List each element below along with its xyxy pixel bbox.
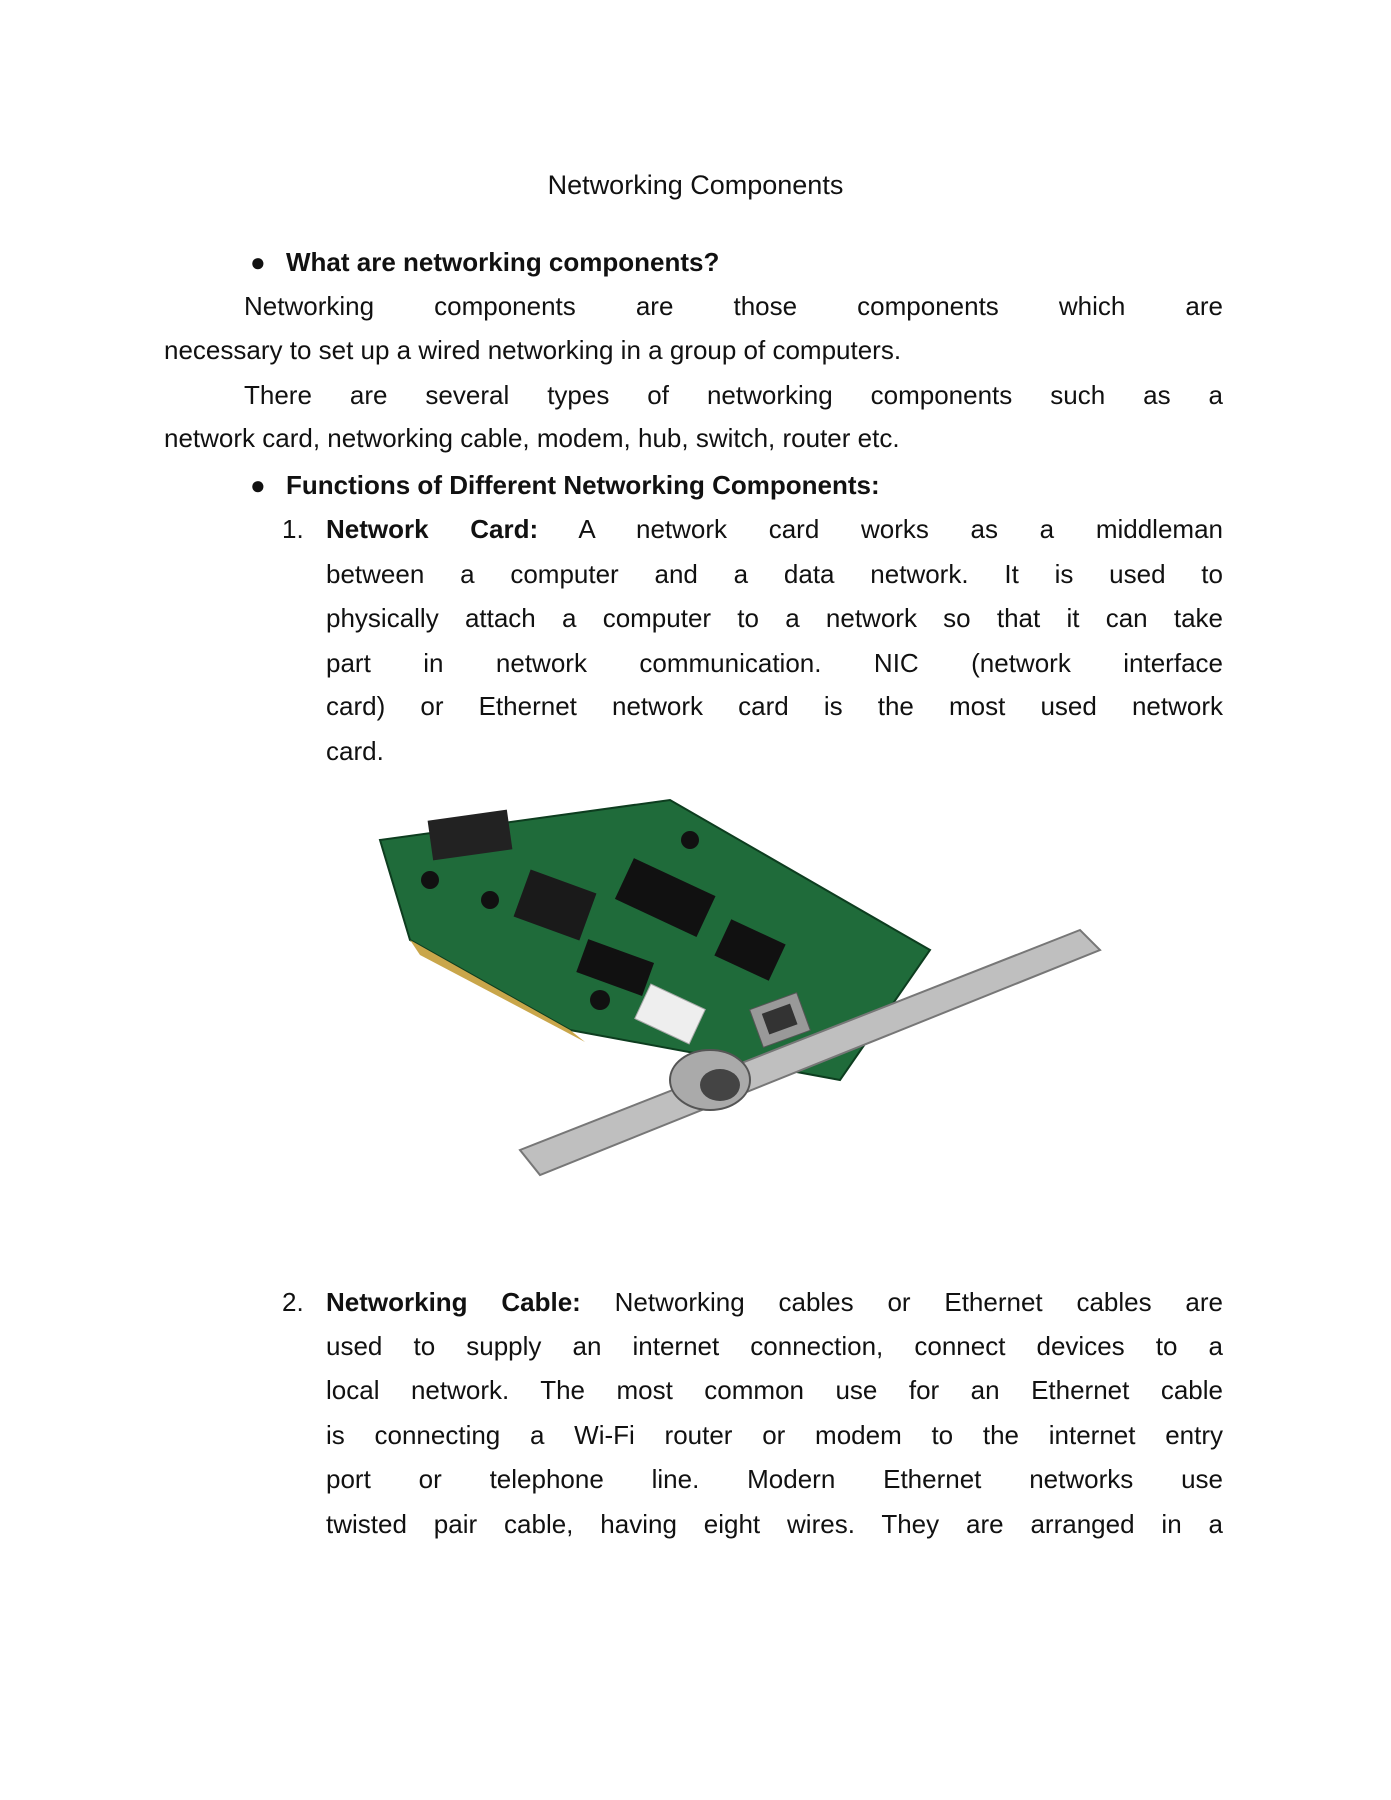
paragraph-line: necessary to set up a wired networking in a group of computers. — [164, 335, 902, 365]
list-item-line: card) or Ethernet network card is the most used network — [326, 691, 1223, 721]
list-item-line — [326, 512, 1223, 546]
paragraph-line: Networking components are those components which are — [244, 291, 1223, 321]
list-item-line: twisted pair cable, having eight wires. They are arranged in a — [326, 1509, 1223, 1539]
list-term: Networking Cable: — [326, 1287, 581, 1317]
section-heading: Functions of Different Networking Components: — [286, 470, 880, 500]
list-number: 2. — [282, 1287, 304, 1317]
section-heading: What are networking components? — [286, 247, 720, 277]
page-title: Networking Components — [547, 170, 844, 200]
list-number: 1. — [282, 514, 304, 544]
network-card-image — [370, 780, 1120, 1230]
list-text: A network card works as a middleman — [538, 514, 1223, 544]
paragraph-line: network card, networking cable, modem, hub, switch, router etc. — [164, 423, 900, 453]
list-item-line: local network. The most common use for an Ethernet cable — [326, 1375, 1223, 1405]
bullet-icon: ● — [250, 470, 266, 500]
list-item-line — [326, 1285, 1223, 1319]
list-item-line: between a computer and a data network. It is used to — [326, 559, 1223, 589]
list-item-line: port or telephone line. Modern Ethernet networks use — [326, 1464, 1223, 1494]
list-item-line: is connecting a Wi-Fi router or modem to the internet entry — [326, 1420, 1223, 1450]
list-item-line: card. — [326, 736, 384, 766]
bullet-icon: ● — [250, 247, 266, 277]
list-item-line: part in network communication. NIC (network interface — [326, 648, 1223, 678]
list-term: Network Card: — [326, 514, 539, 544]
paragraph-line: There are several types of networking components such as a — [244, 380, 1223, 410]
list-text: Networking cables or Ethernet cables are — [580, 1287, 1223, 1317]
list-item-line: used to supply an internet connection, connect devices to a — [326, 1331, 1223, 1361]
list-item-line: physically attach a computer to a network so that it can take — [326, 603, 1223, 633]
